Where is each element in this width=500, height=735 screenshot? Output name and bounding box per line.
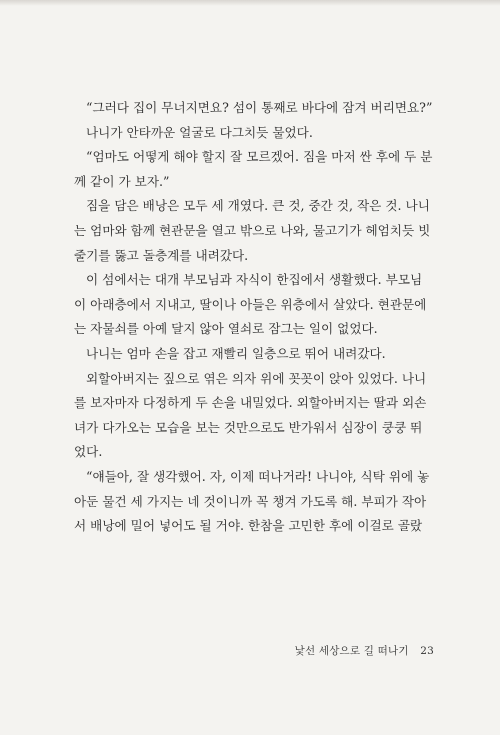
text-line: “그러다 집이 무너지면요? 섬이 통째로 바다에 잠겨 버리면요?” (86, 100, 433, 115)
text-line: 나니는 엄마 손을 잡고 재빨리 일층으로 뛰어 내려갔다. (86, 345, 386, 361)
text-line: 줄기를 뚫고 돌층계를 내려갔다. (74, 247, 249, 263)
text-line: 는 자물쇠를 아예 달지 않아 열쇠로 잠그는 일이 없었다. (74, 321, 378, 337)
text-line: 를 보자마자 다정하게 두 손을 내밀었다. 외할아버지는 딸과 외손 (74, 395, 427, 411)
text-line: “엄마도 어떻게 해야 할지 잘 모르겠어. 짐을 마저 싼 후에 두 분 (86, 149, 433, 165)
text-line: “얘들아, 잘 생각했어. 자, 이제 떠나거라! 나니야, 식탁 위에 놓 (86, 468, 430, 484)
page-footer (295, 643, 434, 658)
text-line: 외할아버지는 짚으로 엮은 의자 위에 꼿꼿이 앉아 있었다. 나니 (86, 370, 427, 386)
text-line: 짐을 담은 배낭은 모두 세 개였다. 큰 것, 중간 것, 작은 것. 나니 (86, 198, 430, 214)
text-line: 녀가 다가오는 모습을 보는 것만으로도 반가워서 심장이 쿵쿵 뛰 (74, 419, 423, 435)
text-line: 아둔 물건 세 가지는 네 것이니까 꼭 챙겨 가도록 해. 부피가 작아 (74, 493, 427, 509)
page-top-edge (0, 0, 500, 6)
text-line: 서 배낭에 밀어 넣어도 될 거야. 한참을 고민한 후에 이걸로 골랐 (74, 518, 423, 534)
running-title: 낯선 세상으로 길 떠나기 (294, 645, 409, 657)
text-line: 이 아래층에서 지내고, 딸이나 아들은 위층에서 살았다. 현관문에 (74, 296, 427, 312)
text-line: 는 엄마와 함께 현관문을 열고 밖으로 나와, 물고기가 헤엄치듯 빗 (74, 222, 431, 238)
text-line: 이 섬에서는 대개 부모님과 자식이 한집에서 생활했다. 부모님 (86, 272, 423, 288)
text-line: 나니가 안타까운 얼굴로 다그치듯 물었다. (86, 124, 313, 140)
text-line: 었다. (74, 444, 103, 460)
page-number: 23 (420, 645, 434, 657)
page-body-text (74, 96, 436, 539)
text-line: 께 같이 가 보자.” (74, 173, 170, 189)
